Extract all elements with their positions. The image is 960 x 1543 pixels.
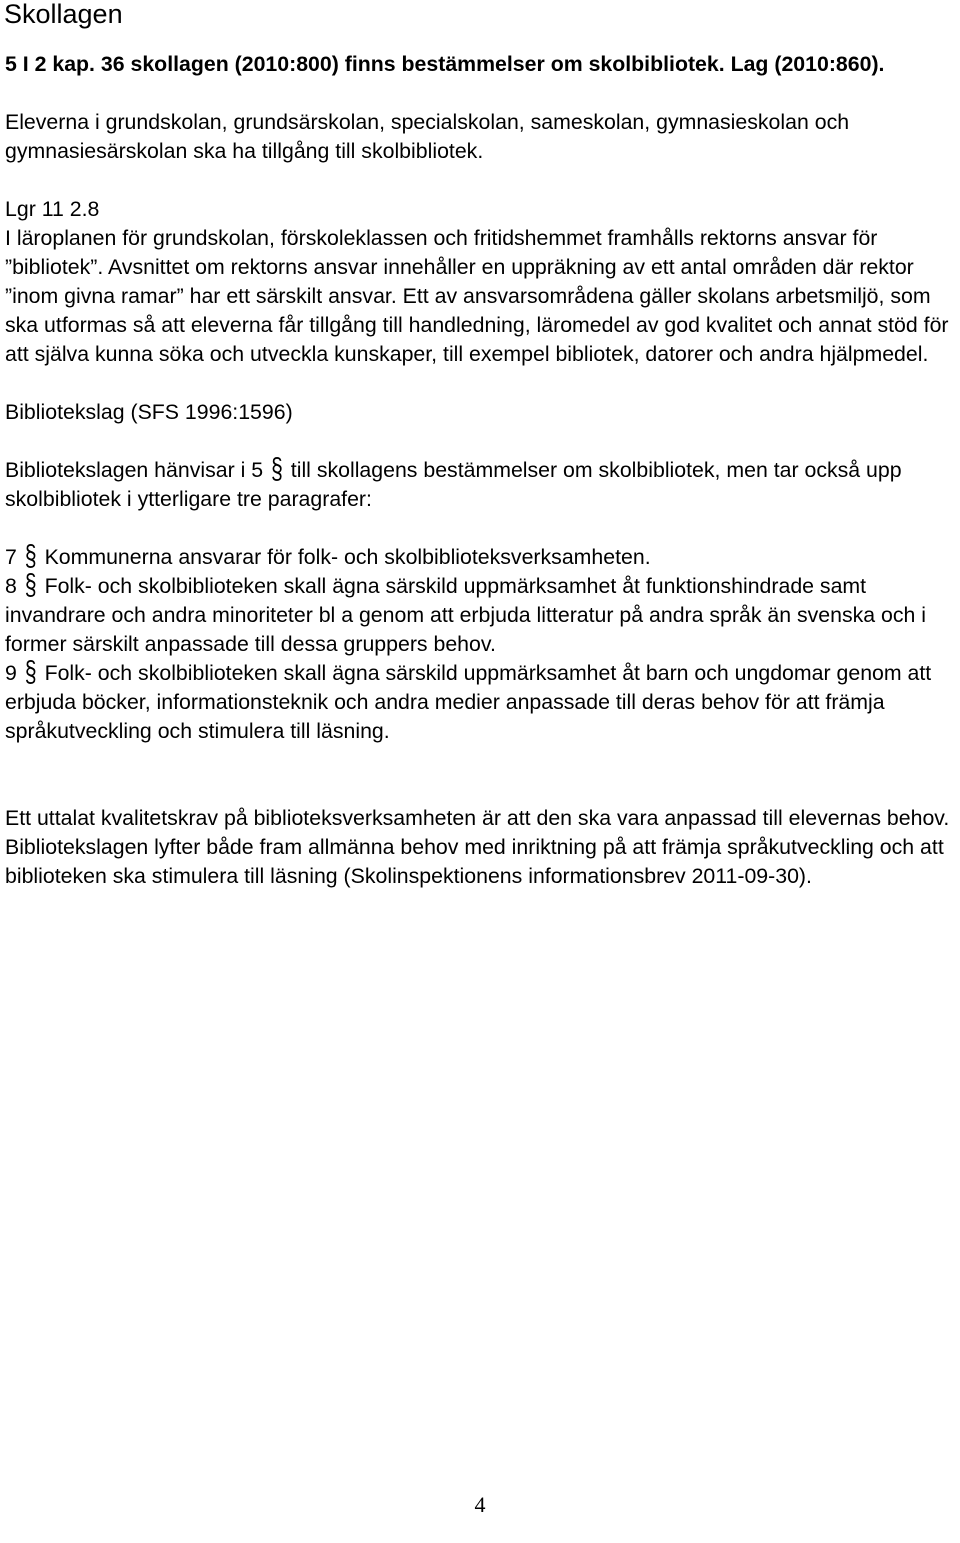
law-intro-start: Bibliotekslagen hänvisar i 5 xyxy=(5,458,264,482)
library-law-heading: Bibliotekslag (SFS 1996:1596) xyxy=(5,400,293,424)
paragraph-8-number: 8 xyxy=(5,574,17,598)
paragraph-9 xyxy=(5,654,955,746)
paragraph-8 xyxy=(5,567,955,659)
section-symbol: § xyxy=(271,451,283,486)
paragraph-9-text: Folk- och skolbiblioteken skall ägna särskild uppmärksamhet åt barn och ungdomar genom att erbjuda böcker, informationsteknik och andra medier anpassade till deras behov för att främja språkutveckling och stimulera till läsning. xyxy=(5,661,932,743)
closing-paragraph: Ett uttalat kvalitetskrav på biblioteksverksamheten är att den ska vara anpassad till elevernas behov. Bibliotekslagen lyfter både fram allmänna behov med inriktning på att främja språkutveckling och att biblioteken ska stimulera till läsning (Skolinspektionens informationsbrev 2011-09-30). xyxy=(5,806,950,888)
paragraph-8-text: Folk- och skolbiblioteken skall ägna särskild uppmärksamhet åt funktionshindrade samt invandrare och andra minoriteter bl a genom att erbjuda litteratur på andra språk än svenska och i former särskilt anpassade till dessa gruppers behov. xyxy=(5,574,927,656)
document-body xyxy=(5,50,955,891)
lgr-heading: Lgr 11 2.8 xyxy=(5,197,100,221)
law-intro-end: till skollagens bestämmelser om skolbibliotek, men tar också upp skolbibliotek i ytterligare tre paragrafer: xyxy=(5,458,902,511)
access-paragraph: Eleverna i grundskolan, grundsärskolan, specialskolan, sameskolan, gymnasieskolan och gymnasiesärskolan ska ha tillgång till skolbibliotek. xyxy=(5,110,850,163)
page-number: 4 xyxy=(474,1492,486,1517)
section-symbol: § xyxy=(24,654,37,689)
lead-paragraph: 5 I 2 kap. 36 skollagen (2010:800) finns bestämmelser om skolbibliotek. Lag (2010:860). xyxy=(5,52,885,76)
lgr-paragraph: I läroplanen för grundskolan, förskoleklassen och fritidshemmet framhålls rektorns ansvar för ”bibliotek”. Avsnittet om rektorns ansvar innehåller en uppräkning av ett antal områden där rektor ”inom givna ramar” har ett särskilt ansvar. Ett av ansvarsområdena gäller skolans arbetsmiljö, som ska utformas så att eleverna får tillgång till handledning, läromedel av god kvalitet och annat stöd för att själva kunna söka och utveckla kunskaper, till exempel bibliotek, datorer och andra hjälpmedel. xyxy=(5,226,949,366)
section-symbol: § xyxy=(24,567,37,602)
page-title: Skollagen xyxy=(4,0,123,29)
paragraph-7-text: Kommunerna ansvarar för folk- och skolbiblioteksverksamheten. xyxy=(44,545,651,569)
library-law-intro xyxy=(5,451,955,514)
paragraph-9-number: 9 xyxy=(5,661,17,685)
section-symbol: § xyxy=(24,538,37,573)
paragraph-7-number: 7 xyxy=(5,545,17,569)
paragraph-7 xyxy=(5,538,955,573)
